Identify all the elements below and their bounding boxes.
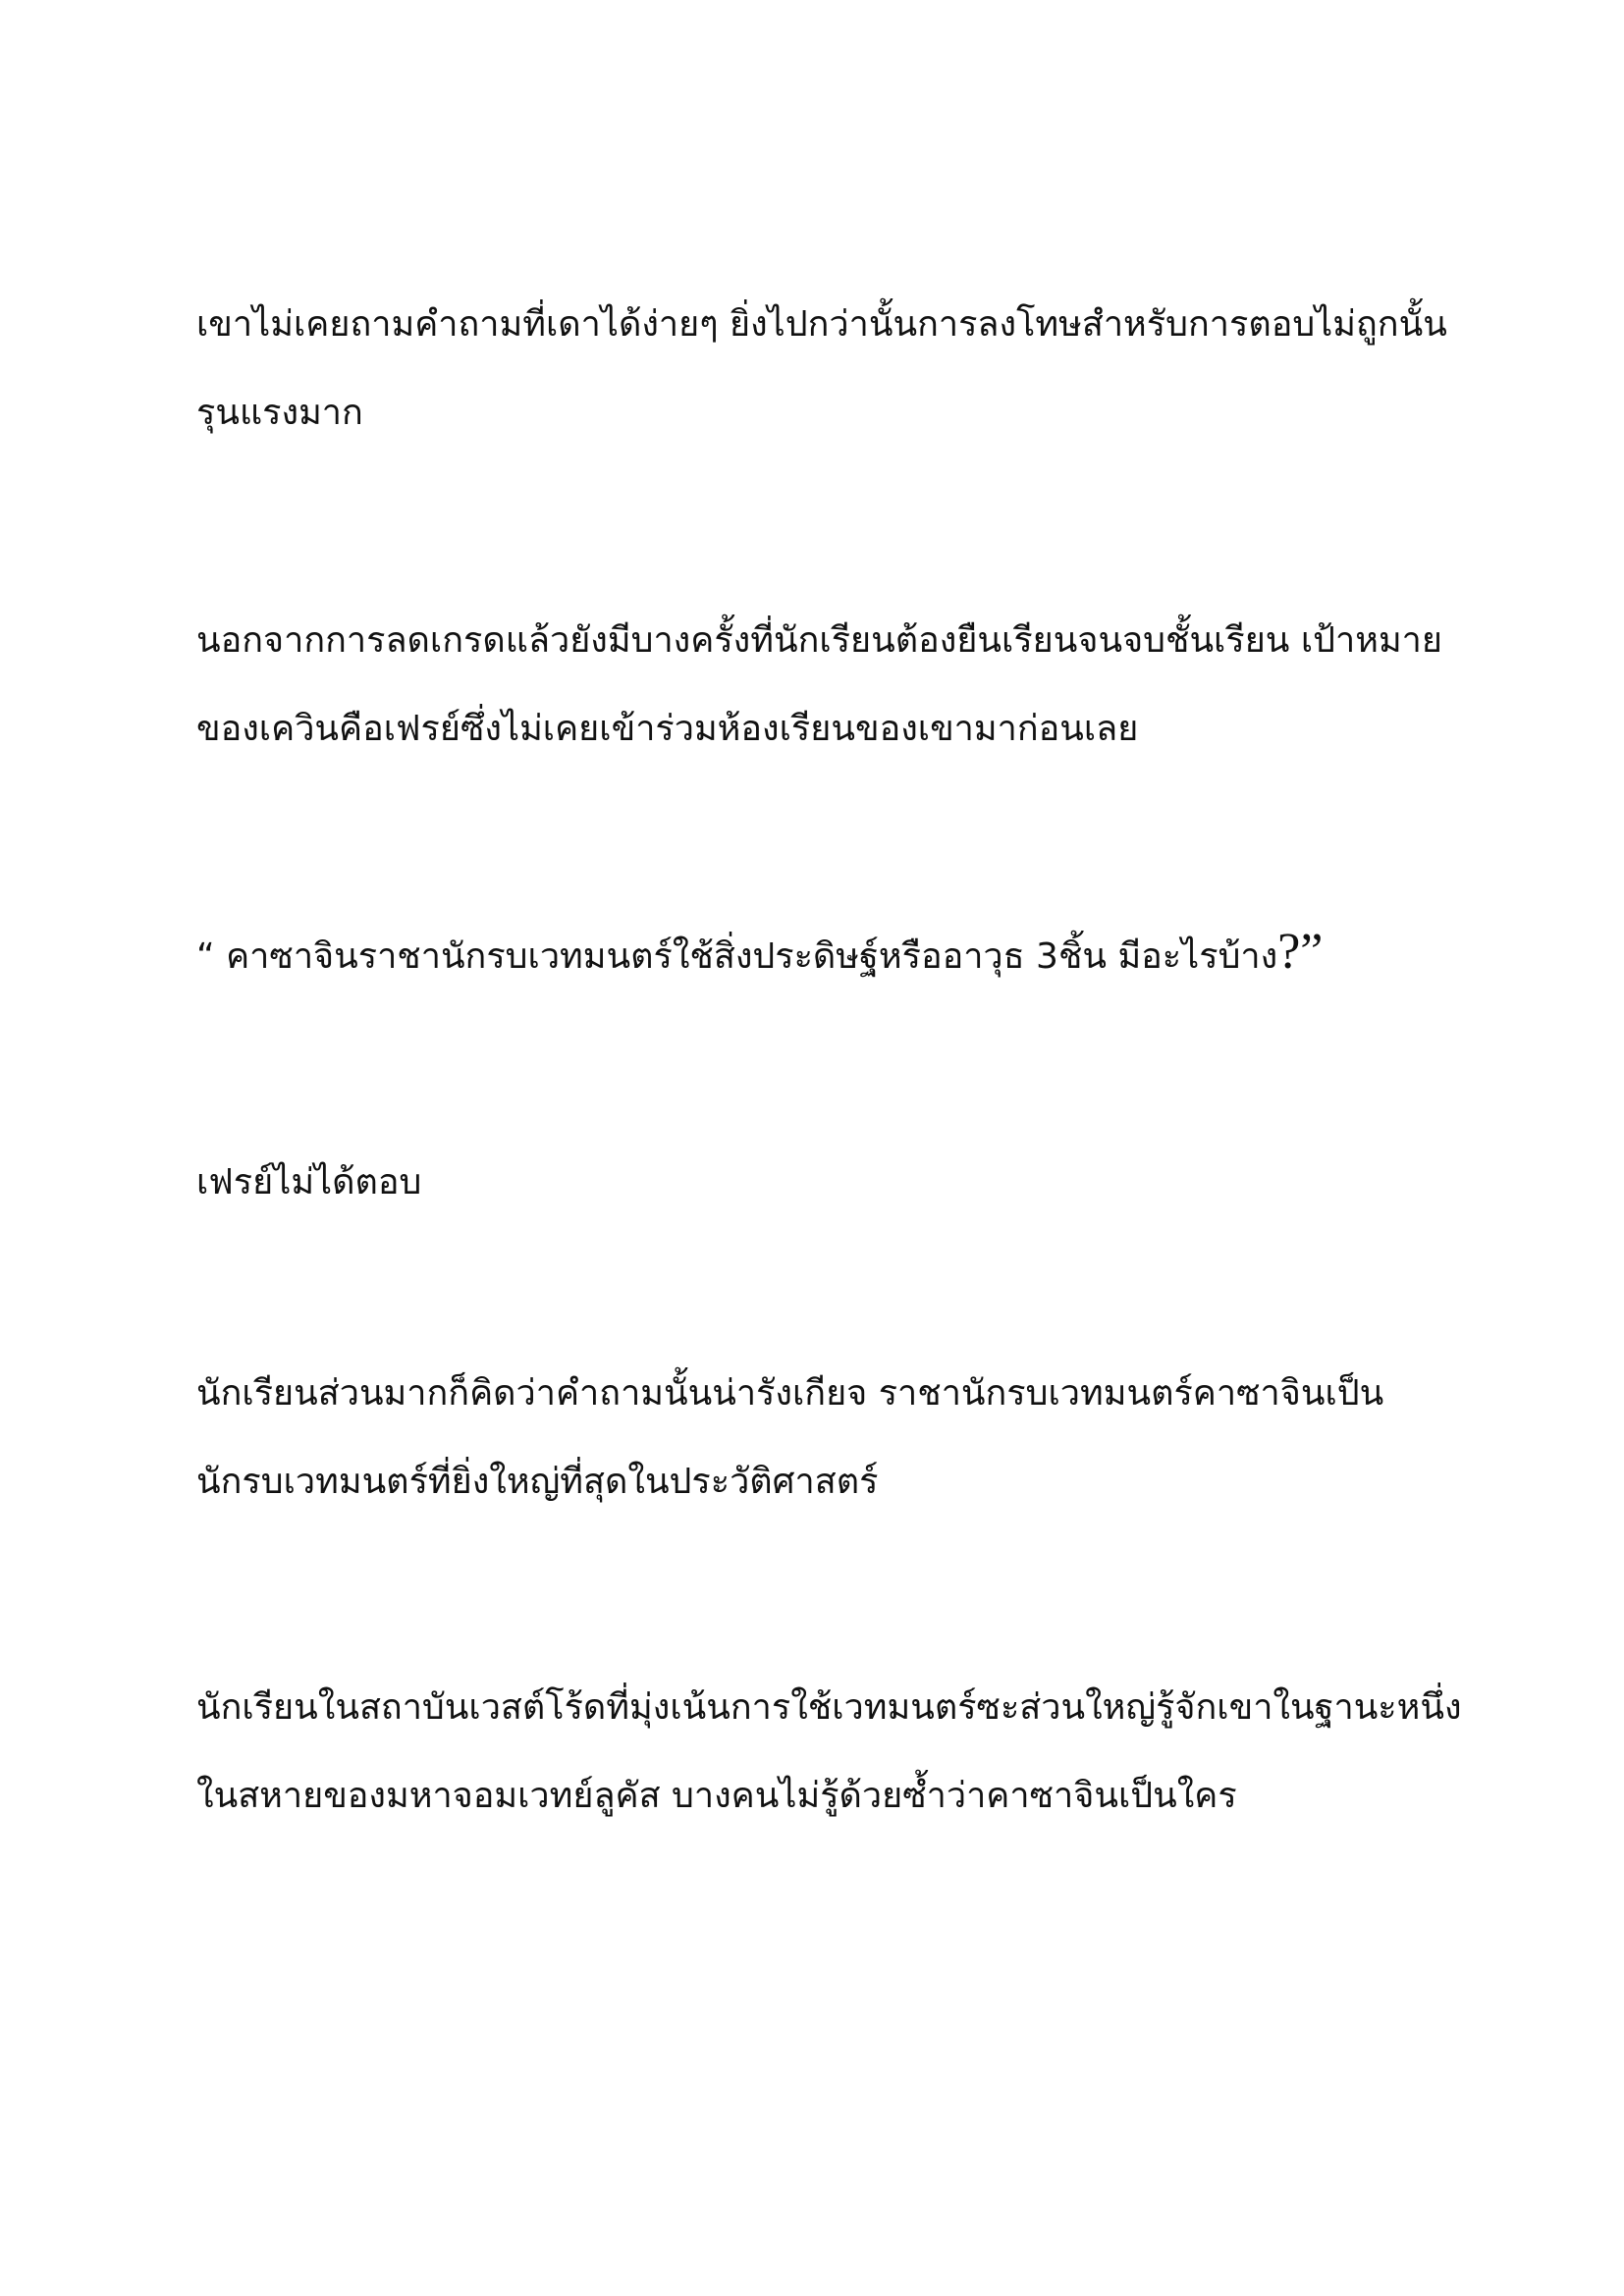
paragraph-2	[196, 597, 1442, 774]
paragraph-4	[196, 1139, 1434, 1227]
paragraph-line: รุนแรงมาก	[196, 393, 363, 433]
question-mark-close-quote: ?”	[1277, 924, 1324, 980]
paragraph-line: เฟรย์ไม่ได้ตอบ	[196, 1162, 422, 1202]
paragraph-line: นักรบเวทมนตร์ที่ยิ่งใหญ่ที่สุดในประวัติศาสตร์	[196, 1462, 879, 1502]
paragraph-6	[196, 1664, 1462, 1841]
paragraph-3-question	[196, 913, 1434, 1001]
paragraph-5	[196, 1350, 1434, 1526]
paragraph-line: ของเควินคือเฟรย์ซึ่งไม่เคยเข้าร่วมห้องเรียนของเขามาก่อนเลย	[196, 709, 1139, 749]
paragraph-line: นักเรียนส่วนมากก็คิดว่าคำถามนั้นน่ารังเกียจ ราชานักรบเวทมนตร์คาซาจินเป็น	[196, 1373, 1384, 1414]
question-line	[196, 913, 1434, 1001]
paragraph-1	[196, 281, 1447, 457]
paragraph-line: นอกจากการลดเกรดแล้วยังมีบางครั้งที่นักเรียนต้องยืนเรียนจนจบชั้นเรียน เป้าหมาย	[196, 620, 1442, 661]
paragraph-line: เขาไม่เคยถามคำถามที่เดาได้ง่ายๆ ยิ่งไปกว่านั้นการลงโทษสำหรับการตอบไม่ถูกนั้น	[196, 304, 1447, 345]
question-text: “ คาซาจินราชานักรบเวทมนตร์ใช้สิ่งประดิษฐ์หรืออาวุธ 3ชิ้น มีอะไรบ้าง	[196, 936, 1278, 977]
paragraph-line: ในสหายของมหาจอมเวทย์ลูคัส บางคนไม่รู้ด้วยซ้ำว่าคาซาจินเป็นใคร	[196, 1776, 1237, 1816]
paragraph-line: นักเรียนในสถาบันเวสต์โร้ดที่มุ่งเน้นการใช้เวทมนตร์ซะส่วนใหญ่รู้จักเขาในฐานะหนึ่ง	[196, 1687, 1462, 1728]
